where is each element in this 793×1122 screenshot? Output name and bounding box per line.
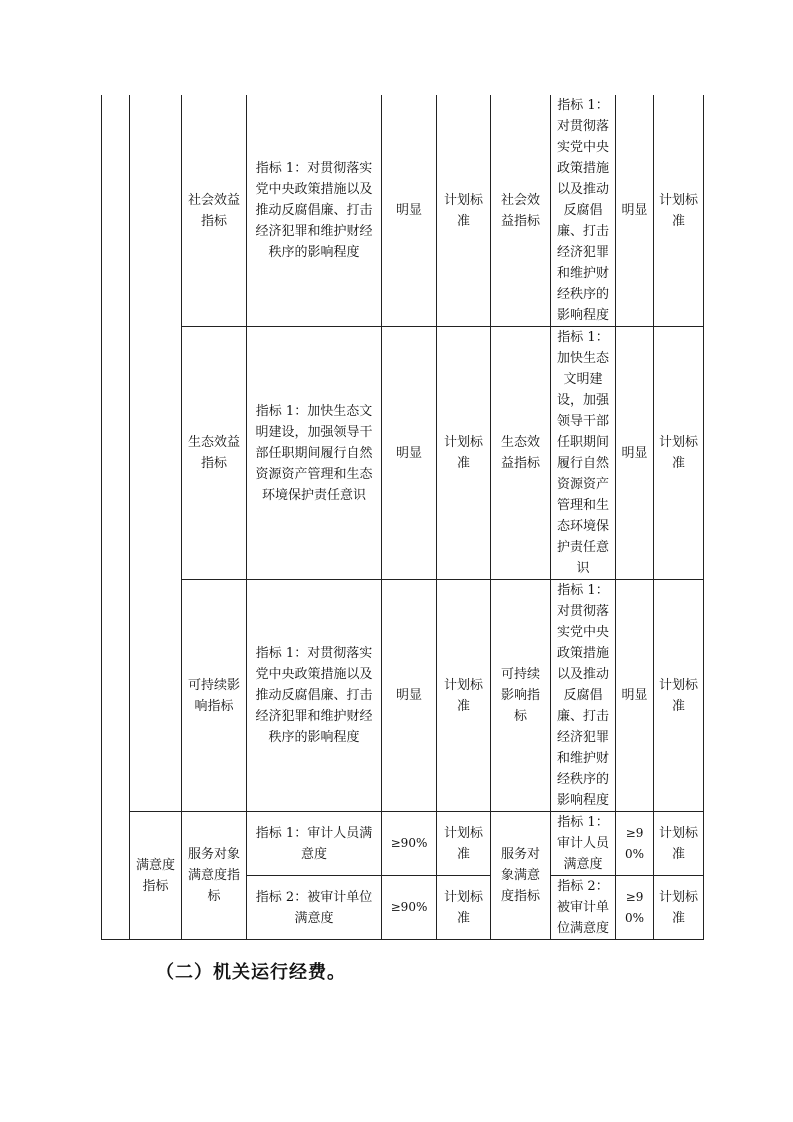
indicator-cell: 指标 1：对贯彻落实党中央政策措施以及推动反腐倡廉、打击经济犯罪和维护财经秩序的影响程度 <box>247 580 382 812</box>
value-repeat-cell: ≥90% <box>616 812 654 876</box>
basis-repeat-cell: 计划标准 <box>654 812 704 876</box>
table-row <box>102 327 704 580</box>
value-repeat-cell: 明显 <box>616 95 654 327</box>
category-cell: 服务对象满意度指标 <box>182 812 247 940</box>
performance-indicator-table <box>101 95 704 940</box>
indicator-cell: 指标 2：被审计单位满意度 <box>247 876 382 940</box>
basis-cell: 计划标准 <box>437 95 491 327</box>
category-cell: 可持续影响指标 <box>182 580 247 812</box>
category-repeat-cell: 社会效益指标 <box>491 95 551 327</box>
value-repeat-cell: 明显 <box>616 580 654 812</box>
value-cell: ≥90% <box>382 876 437 940</box>
level1-cell <box>130 95 182 812</box>
indicator-repeat-cell: 指标 1：对贯彻落实党中央政策措施以及推动反腐倡廉、打击经济犯罪和维护财经秩序的影响程度 <box>551 580 616 812</box>
outer-label-cell <box>102 95 130 940</box>
indicator-repeat-cell: 指标 1：审计人员满意度 <box>551 812 616 876</box>
section-heading: （二）机关运行经费。 <box>156 962 346 983</box>
indicator-cell: 指标 1：审计人员满意度 <box>247 812 382 876</box>
indicator-cell: 指标 1：对贯彻落实党中央政策措施以及推动反腐倡廉、打击经济犯罪和维护财经秩序的影响程度 <box>247 95 382 327</box>
basis-repeat-cell: 计划标准 <box>654 580 704 812</box>
table-row <box>102 580 704 812</box>
basis-cell: 计划标准 <box>437 580 491 812</box>
value-cell: 明显 <box>382 95 437 327</box>
indicator-repeat-cell: 指标 1：加快生态文明建设，加强领导干部任职期间履行自然资源资产管理和生态环境保护责任意识 <box>551 327 616 580</box>
category-cell: 社会效益指标 <box>182 95 247 327</box>
category-repeat-cell: 生态效益指标 <box>491 327 551 580</box>
indicator-repeat-cell: 指标 2：被审计单位满意度 <box>551 876 616 940</box>
value-repeat-cell: ≥90% <box>616 876 654 940</box>
level1-cell: 满意度指标 <box>130 812 182 940</box>
basis-cell: 计划标准 <box>437 812 491 876</box>
value-cell: 明显 <box>382 580 437 812</box>
basis-repeat-cell: 计划标准 <box>654 95 704 327</box>
table-row <box>102 95 704 327</box>
basis-repeat-cell: 计划标准 <box>654 876 704 940</box>
table-row <box>102 812 704 876</box>
category-cell: 生态效益指标 <box>182 327 247 580</box>
value-cell: 明显 <box>382 327 437 580</box>
indicator-repeat-cell: 指标 1：对贯彻落实党中央政策措施以及推动反腐倡廉、打击经济犯罪和维护财经秩序的影响程度 <box>551 95 616 327</box>
basis-repeat-cell: 计划标准 <box>654 327 704 580</box>
basis-cell: 计划标准 <box>437 327 491 580</box>
value-cell: ≥90% <box>382 812 437 876</box>
value-repeat-cell: 明显 <box>616 327 654 580</box>
category-repeat-cell: 可持续影响指标 <box>491 580 551 812</box>
indicator-cell: 指标 1：加快生态文明建设，加强领导干部任职期间履行自然资源资产管理和生态环境保护责任意识 <box>247 327 382 580</box>
basis-cell: 计划标准 <box>437 876 491 940</box>
category-repeat-cell: 服务对象满意度指标 <box>491 812 551 940</box>
